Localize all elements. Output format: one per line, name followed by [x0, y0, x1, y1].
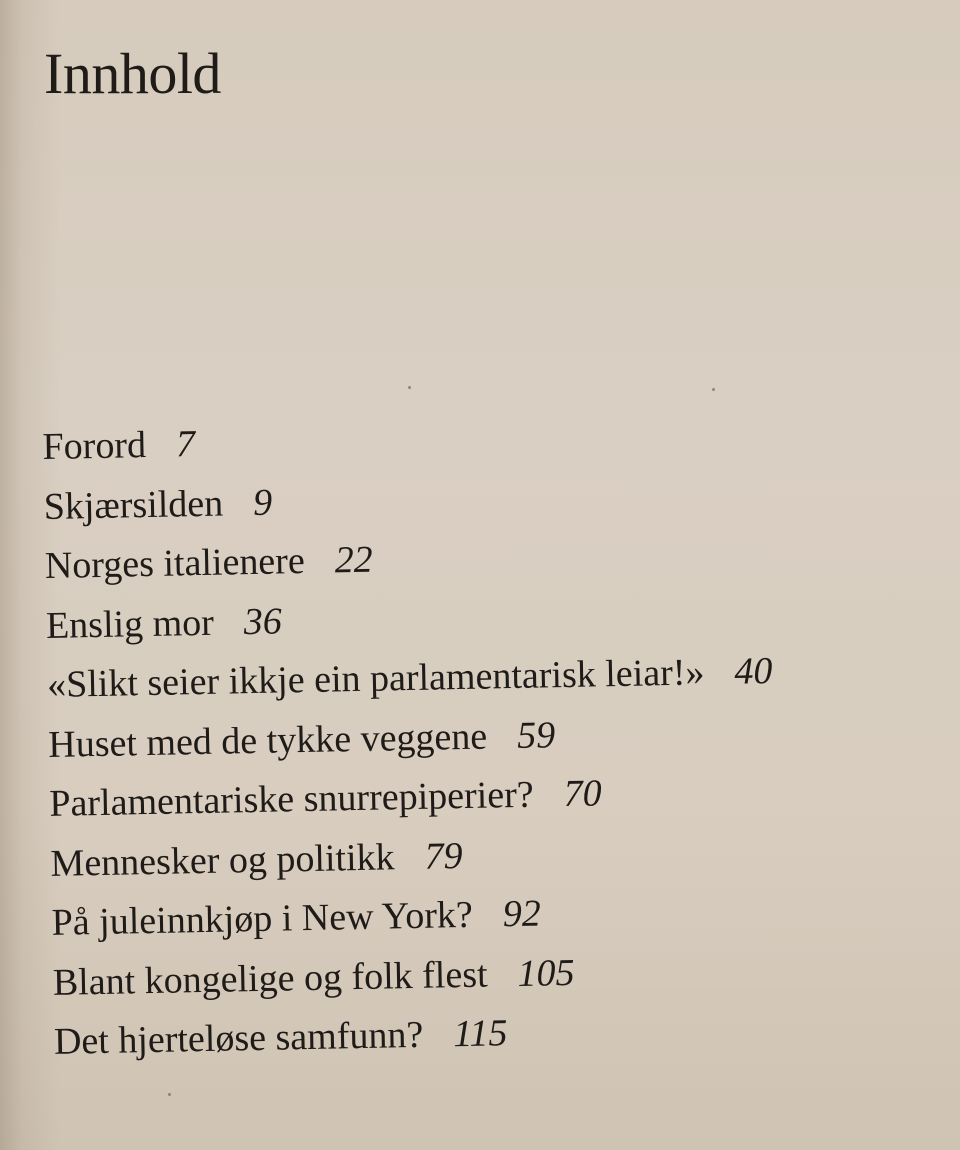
toc-entry-title: Huset med de tykke veggene	[47, 715, 488, 766]
toc-entry-page: 79	[424, 834, 463, 878]
toc-entry-page: 92	[502, 892, 542, 936]
paper-speck	[712, 388, 715, 391]
table-of-contents	[42, 401, 934, 1072]
toc-entry-title: Parlamentariske snurrepiperier?	[49, 773, 535, 825]
toc-entry-title: Enslig mor	[45, 601, 215, 647]
page-title: Innhold	[44, 41, 221, 106]
toc-entry-page: 7	[175, 423, 196, 466]
toc-entry-title: På juleinnkjøp i New York?	[51, 893, 474, 944]
toc-entry-page: 70	[563, 772, 602, 816]
toc-entry-page: 22	[334, 538, 374, 582]
toc-entry-title: Mennesker og politikk	[50, 835, 395, 885]
toc-entry-title: Norges italienere	[44, 539, 306, 587]
toc-entry-page: 115	[452, 1012, 508, 1056]
toc-entry-page: 9	[252, 481, 273, 524]
toc-entry-title: «Slikt seier ikkje ein parlamentarisk leiar!»	[46, 651, 705, 706]
toc-entry-title: Det hjerteløse samfunn?	[53, 1013, 424, 1063]
toc-entry-title: Forord	[42, 424, 147, 468]
toc-entry-page: 40	[734, 650, 773, 693]
paper-speck	[168, 1093, 171, 1096]
paper-speck	[408, 386, 411, 389]
toc-entry-title: Skjærsilden	[43, 482, 224, 528]
toc-entry-page: 105	[517, 951, 575, 995]
toc-entry-page: 36	[243, 599, 283, 643]
toc-entry-title: Blant kongelige og folk flest	[52, 953, 488, 1004]
toc-entry-page: 59	[516, 713, 556, 757]
